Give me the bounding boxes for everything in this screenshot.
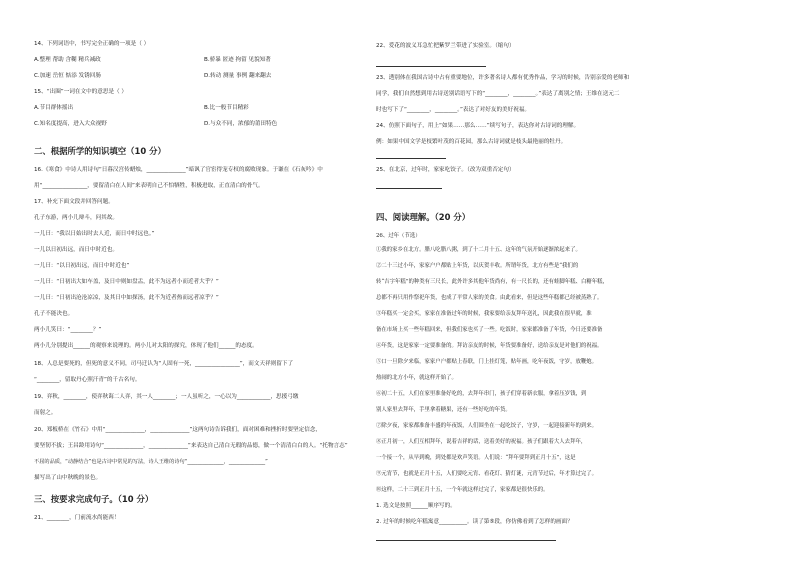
q25-answer-line <box>376 188 442 189</box>
q20-line-4: 描写出了山中秋晚的景色。 <box>34 475 102 481</box>
q20-line-3: 不屈的品质，“动静结合”也是古诗中常见的写法，诗人王维的诗句“______________，______________” <box>34 459 268 465</box>
section-3-heading: 三、按要求完成句子。（10 分） <box>34 494 154 504</box>
q26-para-14: 一个接一个，从早到晚，到处都是欢声笑语。人们说：“拜年要拜到正月十五”，这是 <box>376 455 576 461</box>
q26-para-4: 总都不再只用作祭祀年货，也成了平常人家的美食。由此看来，但是这些年糕都已经被蒸熟了。 <box>376 295 603 301</box>
q24-line-1: 24、仿照下面句子，用上“如果……那么……”续写句子，表达你对古诗词的理解。 <box>376 123 580 129</box>
q18-line-1: 18、人总是要死的，但死的意义不同，司马迁认为“人固有一死，________________”，而文天祥则留下了 <box>34 361 294 367</box>
q18-line-2: “________，留取丹心照汗青”的千古名句。 <box>34 377 141 383</box>
q26-para-7: ④年货，这是家家一定要准备的。拜访亲友的时候，年货要准备好，送给亲友是对他们的祝福。 <box>376 343 603 349</box>
q26-para-16: ⑩这样，二十三到正月十五，一个年就这样过完了，家家都是很快乐的。 <box>376 487 549 493</box>
q17-line-6: 一儿曰：“日初出大如车盖，及日中则如盘盂，此不为远者小而近者大乎？” <box>34 279 219 285</box>
section-4-heading: 四、阅读理解。（20 分） <box>376 212 471 222</box>
q15-option-c: C.知名度提高，进入大众视野 <box>34 121 107 127</box>
q17-line-5: 一儿曰：“以日初出远，而日中时近也” <box>34 263 130 269</box>
q26-para-15: ⑨元宵节，也就是正月十五，人们要吃元宵、看花灯、猜灯谜，元宵节过后，年才算过完了。 <box>376 471 598 477</box>
q17-line-3: 一儿曰：“我以日始出时去人近，而日中时远也。” <box>34 231 155 237</box>
q17-line-9: 两小儿笑曰：“________？” <box>34 327 102 333</box>
q23-line-2: 同学，我们自然想到用古诗送别话语写下的“________，________。”表达了离别之情；王维在送元二 <box>376 91 620 97</box>
q19-line-2: 而射之。 <box>34 410 57 416</box>
q24-line-2: 例：如果中国文学是枝繁叶茂的百花园，那么古诗词就是枝头最艳丽的牡丹。 <box>376 139 567 145</box>
q26-para-1: ①我的家乡在北方。腊八吃腊八粥，到了十二月十五、这年的气氛开始逐渐浓起来了。 <box>376 247 581 253</box>
q26-para-5: ③年糕买一定会买，家家在准备过年的时候，我家要给亲友拜年送礼，因此我在很早就，准 <box>376 311 592 317</box>
q20-line-1: 20、郑板桥在《竹石》中用“______________，______________”这两句诗告诉我们，面对困难和挫折时要坚定信念， <box>34 427 322 433</box>
q26-para-11: 别人家里去拜年，手里拿着糖果，还有一些好吃的年货。 <box>376 407 511 413</box>
q17-line-4: 一儿以日初出远，而日中时近也。 <box>34 247 118 253</box>
q23-line-1: 23、透别体在我国古诗中占有重要地位，许多著名诗人都有优秀作品，学习的时候，告别亲爱的老师和 <box>376 75 630 81</box>
q22-answer-line <box>376 66 486 67</box>
q26-answer-line <box>376 540 556 541</box>
q15-option-a: A.节目群体摇出 <box>34 105 74 111</box>
q26-para-12: ⑦除夕夜，家家都准备丰盛的年夜饭，人们围坐在一起吃饺子，守岁，一起迎接新年的到来。 <box>376 423 598 429</box>
q26-para-6: 备在市场上买一些年糕回来，但我们家也买了一些。吃饭时，家家都准备了年货，今日还要准备 <box>376 327 603 333</box>
q26-para-3: 转“吉字年糕”的种类有三尺长，此外许多其他年货尚有，有一尺长的，还有蛙脚年糕、白糖年糕， <box>376 279 608 285</box>
q16-line-2: 用“________________，要留清白在人间”来表明自己不怕牺牲，积极进取，正直清白的骨气。 <box>34 183 264 189</box>
q26-sub-2: 2. 过年的时候吃年糕寓意__________。读了第⑤段，你仿佛看到了怎样的画面？ <box>376 519 573 525</box>
q19-line-1: 19、弈秋，________，使弈秋诲二人弈，其一人________；一人虽听之，一心以为____________，思援弓缴 <box>34 394 299 400</box>
q17-line-7: 一儿曰：“日初出沧沧凉凉，及其日中如探汤，此不为近者热而远者凉乎？” <box>34 295 219 301</box>
q26-para-2: ②二十三过小年，家家户户都贴上年货，以庆贺丰收。所谓年货，北方有些是“我们的 <box>376 263 579 269</box>
q26-para-9: 热闹的北方小年，就这样开始了。 <box>376 375 457 381</box>
q17-line-2: 孔子东游，两小儿辩斗，问其故。 <box>34 215 118 221</box>
q26-para-10: ⑥初二十五，人们在家里准备好吃的，去拜年串门，孩子们穿着新衣服，拿着压岁钱，到 <box>376 391 587 397</box>
q17-line-8: 孔子不能决也。 <box>34 311 74 317</box>
q14-option-c: C.加速 岳恒 惦添 发锈回肠 <box>34 73 101 79</box>
q26-para-8: ⑤口一旦除夕来临，家家户户都贴上春联，门上挂灯笼，贴年画，吃年夜饭，守岁，放鞭炮。 <box>376 359 598 365</box>
q20-line-2: 要坚韧不拔；王昌龄用诗句“______________，______________”来表达自己清白无瑕的品德，做一个清清白白的人。“托物言志” <box>34 443 348 449</box>
q14-option-b: B.骄暴 匿迹 拘留 见貌知著 <box>204 57 271 63</box>
q26-title: 26、过年（节选） <box>376 233 421 239</box>
q20-line-3-alt: 是古诗中常见的手法，于谦的诗句“________，________”正是借石灰的清白来表明自己坚贞不屈的品质，“动静结合”也是古诗中常见的写法，诗人王维的诗句“________________，________________” <box>34 551 122 552</box>
q22-line: 22、爱花的波义耳急忙把紫罗兰带进了实验室。（缩句） <box>376 43 515 49</box>
q15-option-b: B.比一般节目精彩 <box>204 105 249 111</box>
q15-option-d: D.与众不同，浓郁的莆田特色 <box>204 121 278 127</box>
q23-line-3: 时也写下了“________，________。”表达了对好友的美好祝福。 <box>376 107 531 113</box>
section-2-heading: 二、根据所学的知识填空（10 分） <box>34 146 166 156</box>
q21-line: 21、________，门前流水尚能西！ <box>34 515 120 521</box>
q14-option-d: D.转动 测量 事例 翻来翻去 <box>204 73 272 79</box>
q17-line-1: 17、补充下面文段并回答问题。 <box>34 199 114 205</box>
q14-stem: 14、下列词语中，书写完全正确的一项是（ ） <box>34 41 150 47</box>
q16-line-1: 16.《寒食》中诗人用诗句“日暮汉宫传蜡烛，______________”暗讽了官宦得宠专权的腐败现象。于谦在《石灰吟》中 <box>34 167 323 173</box>
q25-line: 25、在北京，过年时，家家吃饺子。（改为双重否定句） <box>376 167 515 173</box>
q26-para-13: ⑧正月初一，人们互相拜年，说着吉祥的话，送着美好的祝福。孩子们跟着大人去拜年， <box>376 439 587 445</box>
q17-line-10: 两小儿分别提出______的观察来说理的。两小儿对太阳的探究，体现了他们______的态度。 <box>34 343 258 349</box>
q26-sub-1: 1. 选文是按照______顺序写的。 <box>376 503 456 509</box>
q14-option-a: A.整理 帮助 含糊 精兵减政 <box>34 57 101 63</box>
q24-answer-line <box>376 158 446 159</box>
q15-stem: 15、“出圈”一词在文中的意思是（ ） <box>34 89 128 95</box>
